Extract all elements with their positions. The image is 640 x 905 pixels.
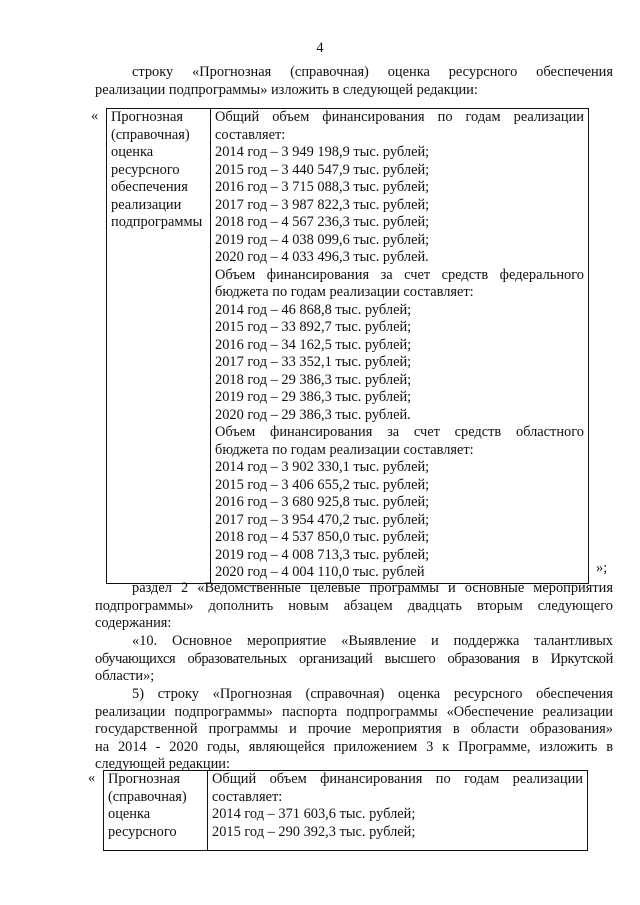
table1-label-cell (107, 109, 211, 584)
table1-value-line: Объем финансирования за счет средств федерального (215, 266, 584, 283)
table1-value-line: 2017 год – 3 987 822,3 тыс. рублей; (215, 196, 430, 213)
table1-value-line: 2017 год – 3 954 470,2 тыс. рублей; (215, 511, 430, 528)
table1-value-line: 2018 год – 4 537 850,0 тыс. рублей; (215, 529, 430, 545)
table1-value-line: 2020 год – 4 004 110,0 тыс. рублей (215, 564, 425, 580)
table1-label-line: Прогнозная (111, 109, 183, 125)
table1-value-line: 2014 год – 3 902 330,1 тыс. рублей; (215, 459, 430, 475)
table2-label-line: Прогнозная (108, 771, 180, 787)
table1-value-line: 2015 год – 3 406 655,2 тыс. рублей; (215, 476, 430, 493)
table2-value-cell (208, 771, 588, 851)
table1-value-line: составляет: (215, 126, 286, 143)
table1-label-line: (справочная) (111, 126, 190, 143)
table1-value-line: 2017 год – 33 352,1 тыс. рублей; (215, 354, 412, 370)
table2-value-line: Общий объем финансирования по годам реализации (212, 771, 583, 787)
table1-value-line: 2015 год – 3 440 547,9 тыс. рублей; (215, 161, 430, 178)
table1-label-line: ресурсного (111, 161, 180, 178)
table1-value-line: 2019 год – 4 008 713,3 тыс. рублей; (215, 546, 430, 563)
item5-line: реализации подпрограммы» паспорта подпрограммы «Обеспечение реализации (95, 703, 613, 720)
closing-quote: »; (596, 560, 608, 576)
table1-value-line: Общий объем финансирования по годам реализации (215, 109, 584, 125)
table1-value-line: 2020 год – 4 033 496,3 тыс. рублей. (215, 249, 429, 265)
table2-value-line: составляет: (212, 788, 283, 805)
intro-paragraph (95, 64, 613, 99)
item5-line: 5) строку «Прогнозная (справочная) оценка ресурсного обеспечения (132, 686, 613, 702)
item5-line: на 2014 - 2020 годы, являющейся приложением 3 к Программе, изложить в (95, 738, 613, 755)
table2-label-line: оценка (108, 806, 151, 822)
funding-table-2 (103, 770, 588, 851)
table1-label-line: обеспечения (111, 179, 188, 195)
section2-line: подпрограммы» дополнить новым абзацем двадцать вторым следующего (95, 597, 613, 614)
table1-value-line: Объем финансирования за счет средств областного (215, 424, 584, 440)
table1-value-line: 2015 год – 33 892,7 тыс. рублей; (215, 319, 412, 335)
section2-line: раздел 2 «Ведомственные целевые программы и основные мероприятия (132, 580, 613, 596)
table2-label-line: ресурсного (108, 823, 177, 840)
opening-quote: « (91, 108, 99, 124)
item10-line: «10. Основное мероприятие «Выявление и поддержка талантливых (132, 633, 613, 649)
funding-table-1 (106, 108, 589, 584)
item10-line: области»; (95, 668, 155, 684)
opening-quote-2: « (88, 770, 96, 786)
table1-value-line: 2016 год – 3 715 088,3 тыс. рублей; (215, 179, 430, 195)
table1-value-line: 2016 год – 34 162,5 тыс. рублей; (215, 336, 412, 353)
item10-paragraph (95, 633, 613, 686)
table1-label-line: подпрограммы (111, 214, 203, 230)
table1-label-line: оценка (111, 144, 154, 160)
table2-label-cell (104, 771, 208, 851)
intro-line: реализации подпрограммы» изложить в следующей редакции: (95, 81, 478, 98)
table1-value-line: бюджета по годам реализации составляет: (215, 441, 474, 458)
section2-line: содержания: (95, 615, 172, 631)
table1-value-line: 2016 год – 3 680 925,8 тыс. рублей; (215, 494, 430, 510)
table1-value-line: 2018 год – 4 567 236,3 тыс. рублей; (215, 214, 430, 230)
intro-line: строку «Прогнозная (справочная) оценка ресурсного обеспечения (132, 64, 613, 80)
item5-line: государственной программы и прочие мероприятия в области образования» (95, 721, 613, 737)
table1-value-line: 2019 год – 4 038 099,6 тыс. рублей; (215, 231, 430, 248)
section2-paragraph (95, 580, 613, 633)
table1-value-line: 2020 год – 29 386,3 тыс. рублей. (215, 406, 411, 423)
item10-line: обучающихся образовательных организаций высшего образования в Иркутской (95, 650, 613, 667)
table1-value-line: 2014 год – 46 868,8 тыс. рублей; (215, 301, 412, 318)
table1-label-line: реализации (111, 196, 182, 213)
table2-label-line: (справочная) (108, 788, 187, 805)
table2-value-line: 2014 год – 371 603,6 тыс. рублей; (212, 806, 416, 822)
table2-value-line: 2015 год – 290 392,3 тыс. рублей; (212, 823, 416, 840)
item5-paragraph (95, 686, 613, 774)
table1-value-line: бюджета по годам реализации составляет: (215, 284, 474, 300)
table1-value-line: 2018 год – 29 386,3 тыс. рублей; (215, 371, 412, 388)
item5-line: следующей редакции: (95, 756, 230, 772)
table1-value-line: 2014 год – 3 949 198,9 тыс. рублей; (215, 144, 430, 160)
table1-value-line: 2019 год – 29 386,3 тыс. рублей; (215, 389, 412, 405)
table1-value-cell (211, 109, 589, 584)
page-number: 4 (316, 40, 324, 56)
